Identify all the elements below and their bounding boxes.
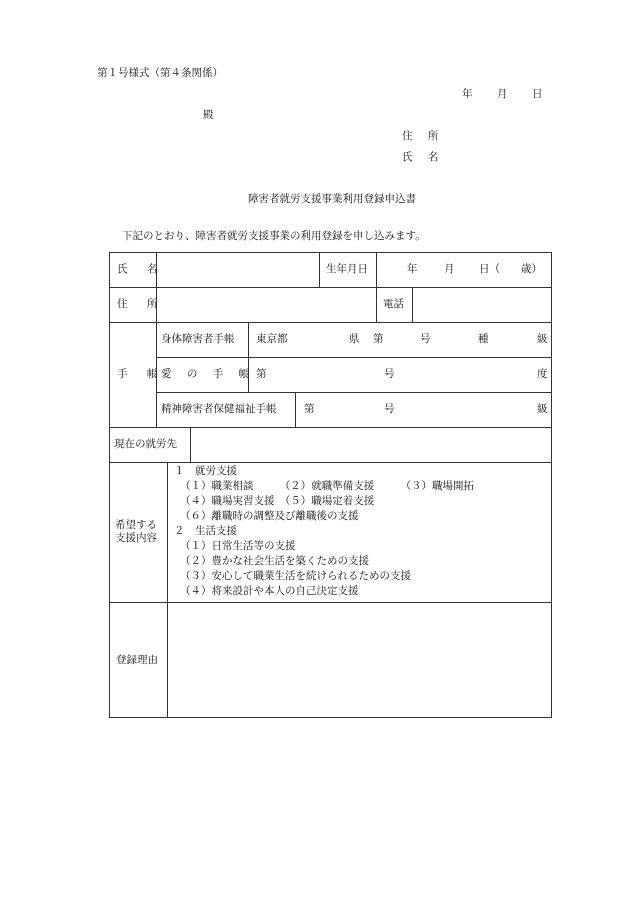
support-item: ２ 生活支援 [174,525,237,537]
physical-handbook-label: 身体障害者手帳 [161,333,235,345]
phone-input-area[interactable] [416,293,548,318]
dob-month: 月 [444,263,455,275]
col-divider [248,322,249,392]
dob-year: 年 [407,263,418,275]
col-divider [167,462,168,718]
date-month-label: 月 [497,88,508,100]
col-divider [190,427,191,462]
applicant-address-label: 住 所 [402,130,445,142]
row-divider [156,392,552,393]
physical-grade: 級 [537,333,548,345]
physical-number-suffix: 号 [420,333,431,345]
ai-degree: 度 [537,368,548,380]
row-divider [109,322,552,323]
address-field-label: 住 所 [117,298,166,310]
support-label-line1: 希望する [115,519,157,531]
name-field-label: 氏 名 [117,263,166,275]
reason-input-area[interactable] [171,606,548,714]
support-label-line2: 支援内容 [115,532,157,544]
ai-number-suffix: 号 [384,368,395,380]
row-divider [109,602,552,603]
support-item: （１）職業相談 （２）就職準備支援 （３）職場開拓 [180,480,474,492]
physical-number-prefix: 第 [373,333,384,345]
row-divider [156,357,552,358]
dob-label: 生年月日 [326,263,368,275]
physical-tokyo: 東京都 [256,333,288,345]
mental-number-suffix: 号 [384,403,395,415]
mental-grade: 級 [537,403,548,415]
ai-handbook-label: 愛 の 手 帳 [161,368,256,380]
dob-day: 日（ [479,263,500,275]
physical-prefecture: 県 [349,333,360,345]
support-item: （６）離職時の調整及び離職後の支援 [180,510,359,522]
support-item: （４）職場実習支援 （５）職場定着支援 [180,495,375,507]
phone-label: 電話 [383,298,404,310]
address-input-area[interactable] [160,293,372,318]
applicant-name-label: 氏 名 [402,151,445,163]
addressee-suffix: 殿 [203,109,214,121]
col-divider [156,252,157,427]
row-divider [109,462,552,463]
support-item: （２）豊かな社会生活を築くための支援 [180,555,369,567]
col-divider [376,287,377,322]
row-divider [109,287,552,288]
name-input-area[interactable] [160,258,315,283]
col-divider [376,252,377,287]
workplace-input-area[interactable] [194,433,548,458]
handbook-label: 手 帳 [117,368,166,380]
date-year-label: 年 [462,88,473,100]
intro-text: 下記のとおり、障害者就労支援事業の利用登録を申し込みます。 [122,230,426,242]
support-item: （３）安心して職業生活を続けられるための支援 [180,570,411,582]
col-divider [319,252,320,287]
physical-type: 種 [478,333,489,345]
col-divider [412,287,413,322]
support-item: １ 就労支援 [174,465,237,477]
form-number: 第１号様式（第４条関係） [97,67,223,79]
row-divider [109,427,552,428]
workplace-label: 現在の就労先 [114,438,177,450]
ai-number-prefix: 第 [256,368,267,380]
col-divider [295,392,296,427]
document-title: 障害者就労支援事業利用登録申込書 [248,193,416,205]
mental-number-prefix: 第 [304,403,315,415]
support-item: （４）将来設計や本人の自己決定支援 [180,585,359,597]
reason-label: 登録理由 [116,654,158,666]
mental-handbook-label: 精神障害者保健福祉手帳 [161,403,277,415]
dob-age: 歳） [521,263,542,275]
date-day-label: 日 [532,88,543,100]
support-item: （１）日常生活等の支援 [180,540,296,552]
